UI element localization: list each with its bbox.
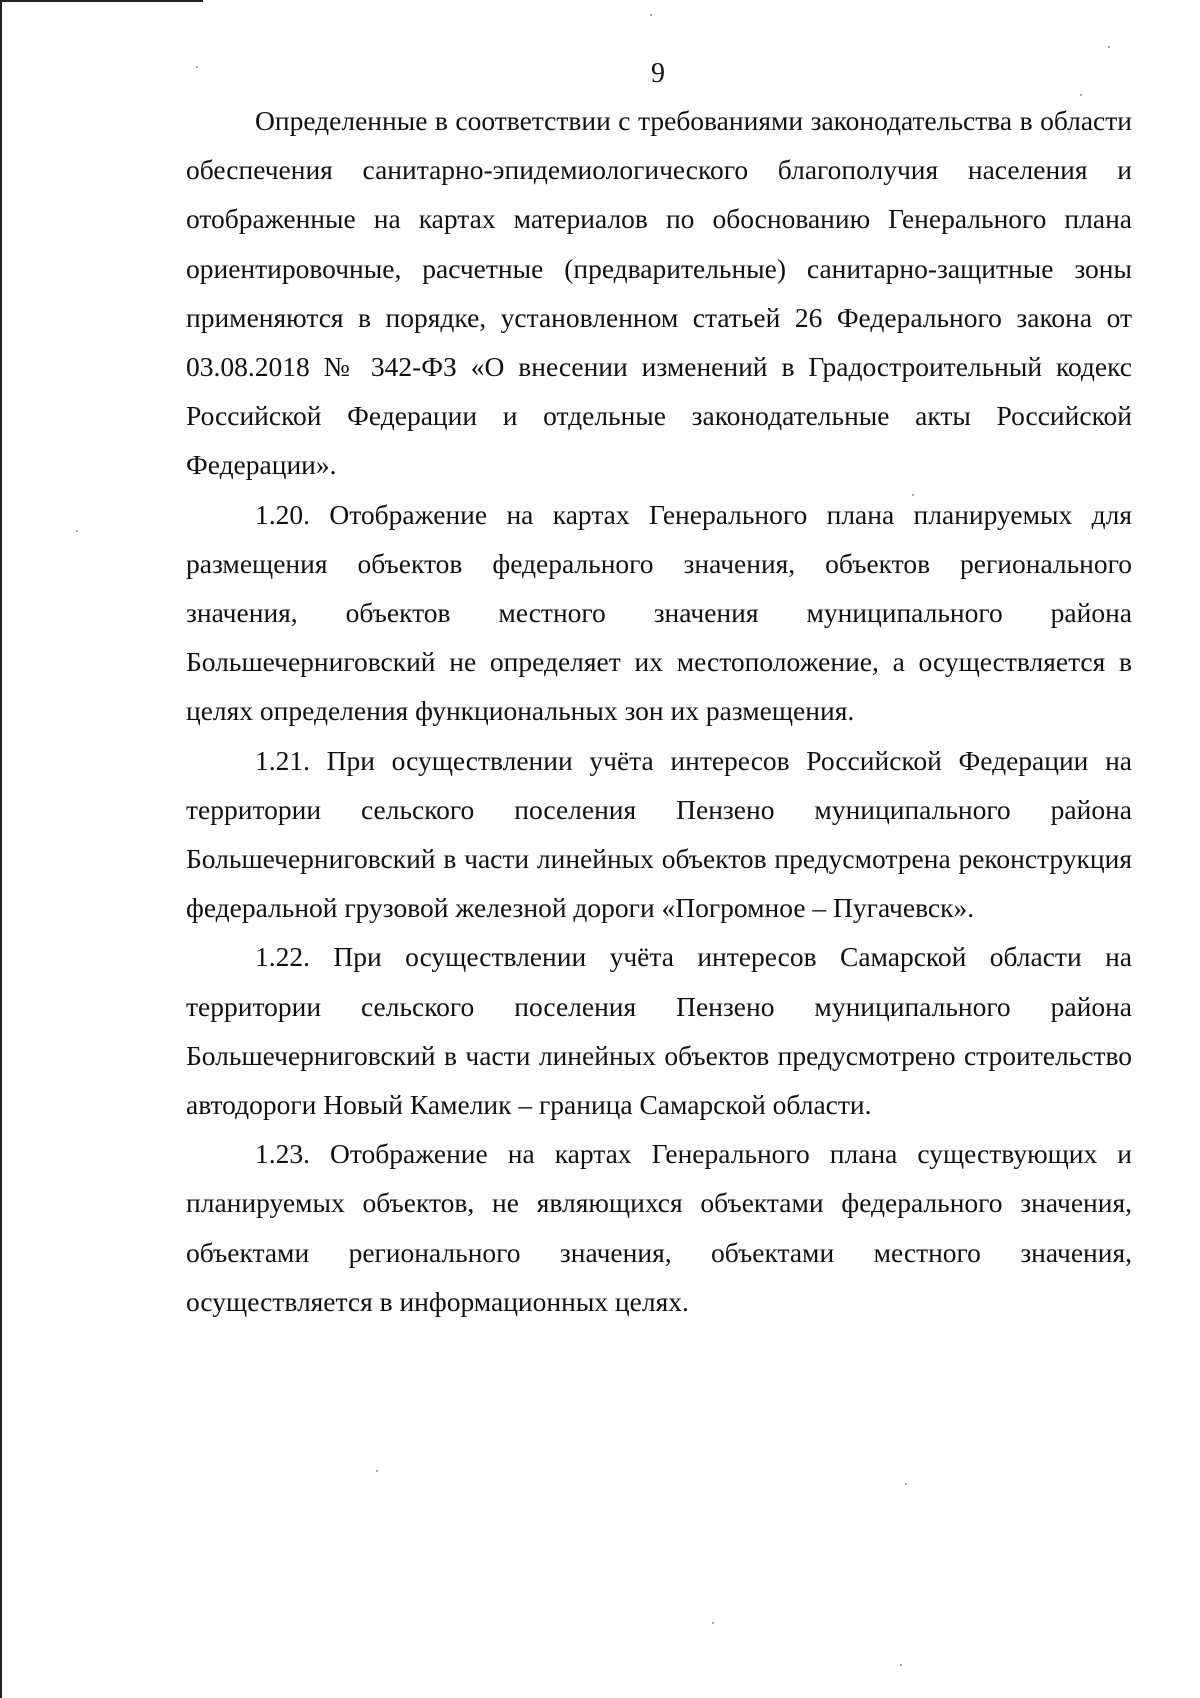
scan-speck — [1108, 46, 1110, 48]
scan-speck — [196, 66, 198, 68]
scan-speck — [712, 1622, 714, 1624]
scan-speck — [912, 494, 914, 496]
scan-border-top — [0, 0, 203, 2]
scan-speck — [905, 1483, 907, 1485]
scan-speck — [900, 1664, 902, 1666]
paragraph-1-20: 1.20. Отображение на картах Генерального плана планируемых для размещения объектов федерального значения, объектов регионального значения, объектов местного значения муниципального района Большечерниговский не определяет их местоположение, а осуществляется в целях определения функциональных зон их размещения. — [186, 498, 1132, 727]
paragraph-1-22: 1.22. При осуществлении учёта интересов Самарской области на территории сельского поселения Пензено муниципального района Большечерниговский в части линейных объектов предусмотрено строительство автодороги Новый Камелик – граница Самарской области. — [186, 941, 1132, 1121]
scan-border-left — [0, 0, 2, 1698]
document-body — [186, 96, 1132, 1326]
page-number: 9 — [651, 58, 665, 89]
paragraph-1-23: 1.23. Отображение на картах Генерального плана существующих и планируемых объектов, не являющихся объектами федерального значения, объектами регионального значения, объектами местного значения, осуществляется в информационных целях. — [186, 1138, 1132, 1317]
scan-speck — [76, 530, 78, 532]
scan-speck — [650, 14, 652, 16]
paragraph-1-21: 1.21. При осуществлении учёта интересов Российской Федерации на территории сельского поселения Пензено муниципального района Большечерниговский в части линейных объектов предусмотрена реконструкция федеральной грузовой железной дороги «Погромное – Пугачевск». — [186, 744, 1132, 924]
paragraph-sanitary-zones: Определенные в соответствии с требованиями законодательства в области обеспечения санитарно-эпидемиологического благополучия населения и отображенные на картах материалов по обоснованию Генерального плана ориентировочные, расчетные (предварительные) санитарно-защитные зоны применяются в порядке, установленном статьей 26 Федерального закона от 03.08.2018 № 342-ФЗ «О внесении изменений в Градостроительный кодекс Российской Федерации и отдельные законодательные акты Российской Федерации». — [186, 105, 1132, 481]
scan-speck — [1080, 94, 1082, 96]
scan-speck — [376, 1470, 378, 1472]
